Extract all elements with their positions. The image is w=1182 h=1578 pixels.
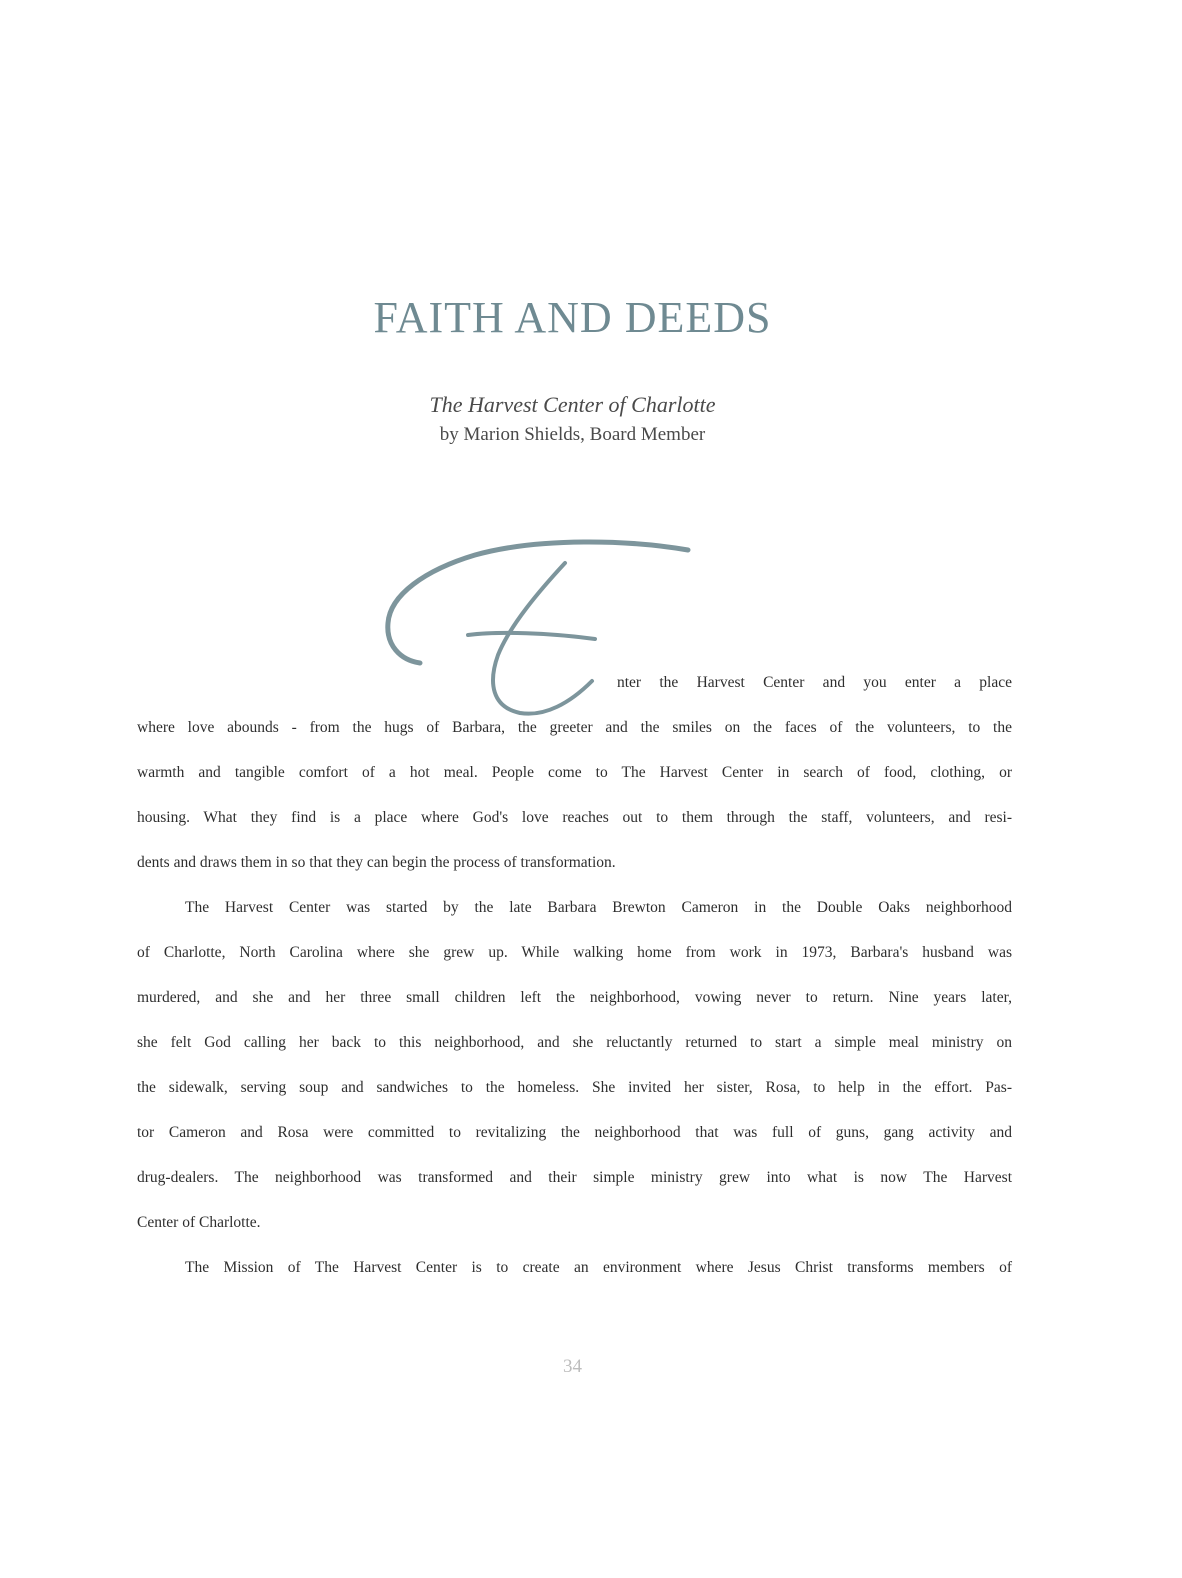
drop-cap-letter-e bbox=[380, 535, 700, 735]
paragraph-1-line: housing. What they find is a place where God's love reaches out to them through the staff, volunteers, and resi- bbox=[137, 809, 1012, 826]
paragraph-2-line: drug-dealers. The neighborhood was transformed and their simple ministry grew into what is now The Harvest bbox=[137, 1169, 1012, 1186]
author-byline: by Marion Shields, Board Member bbox=[439, 424, 706, 445]
paragraph-2-line: tor Cameron and Rosa were committed to revitalizing the neighborhood that was full of guns, gang activity and bbox=[137, 1124, 1012, 1141]
paragraph-2-line: murdered, and she and her three small children left the neighborhood, vowing never to return. Nine years later, bbox=[137, 989, 1012, 1006]
page-number: 34 bbox=[563, 1356, 582, 1377]
paragraph-1-line: warmth and tangible comfort of a hot meal. People come to The Harvest Center in search of food, clothing, or bbox=[137, 764, 1012, 781]
paragraph-1-line: nter the Harvest Center and you enter a place bbox=[617, 674, 1012, 691]
paragraph-3-line: The Mission of The Harvest Center is to create an environment where Jesus Christ transforms members of bbox=[185, 1259, 1012, 1276]
paragraph-1-line: dents and draws them in so that they can begin the process of transformation. bbox=[137, 854, 616, 871]
paragraph-2-line: The Harvest Center was started by the late Barbara Brewton Cameron in the Double Oaks neighborhood bbox=[185, 899, 1012, 916]
paragraph-2-line: Center of Charlotte. bbox=[137, 1214, 261, 1231]
paragraph-2-line: of Charlotte, North Carolina where she grew up. While walking home from work in 1973, Barbara's husband was bbox=[137, 944, 1012, 961]
paragraph-2-line: the sidewalk, serving soup and sandwiches to the homeless. She invited her sister, Rosa, to help in the effort. Pas- bbox=[137, 1079, 1012, 1096]
chapter-title: FAITH AND DEEDS bbox=[373, 293, 772, 342]
paragraph-2-line: she felt God calling her back to this neighborhood, and she reluctantly returned to start a simple meal ministry on bbox=[137, 1034, 1012, 1051]
paragraph-1-line: where love abounds - from the hugs of Barbara, the greeter and the smiles on the faces of the volunteers, to the bbox=[137, 719, 1012, 736]
chapter-subtitle: The Harvest Center of Charlotte bbox=[429, 392, 716, 417]
